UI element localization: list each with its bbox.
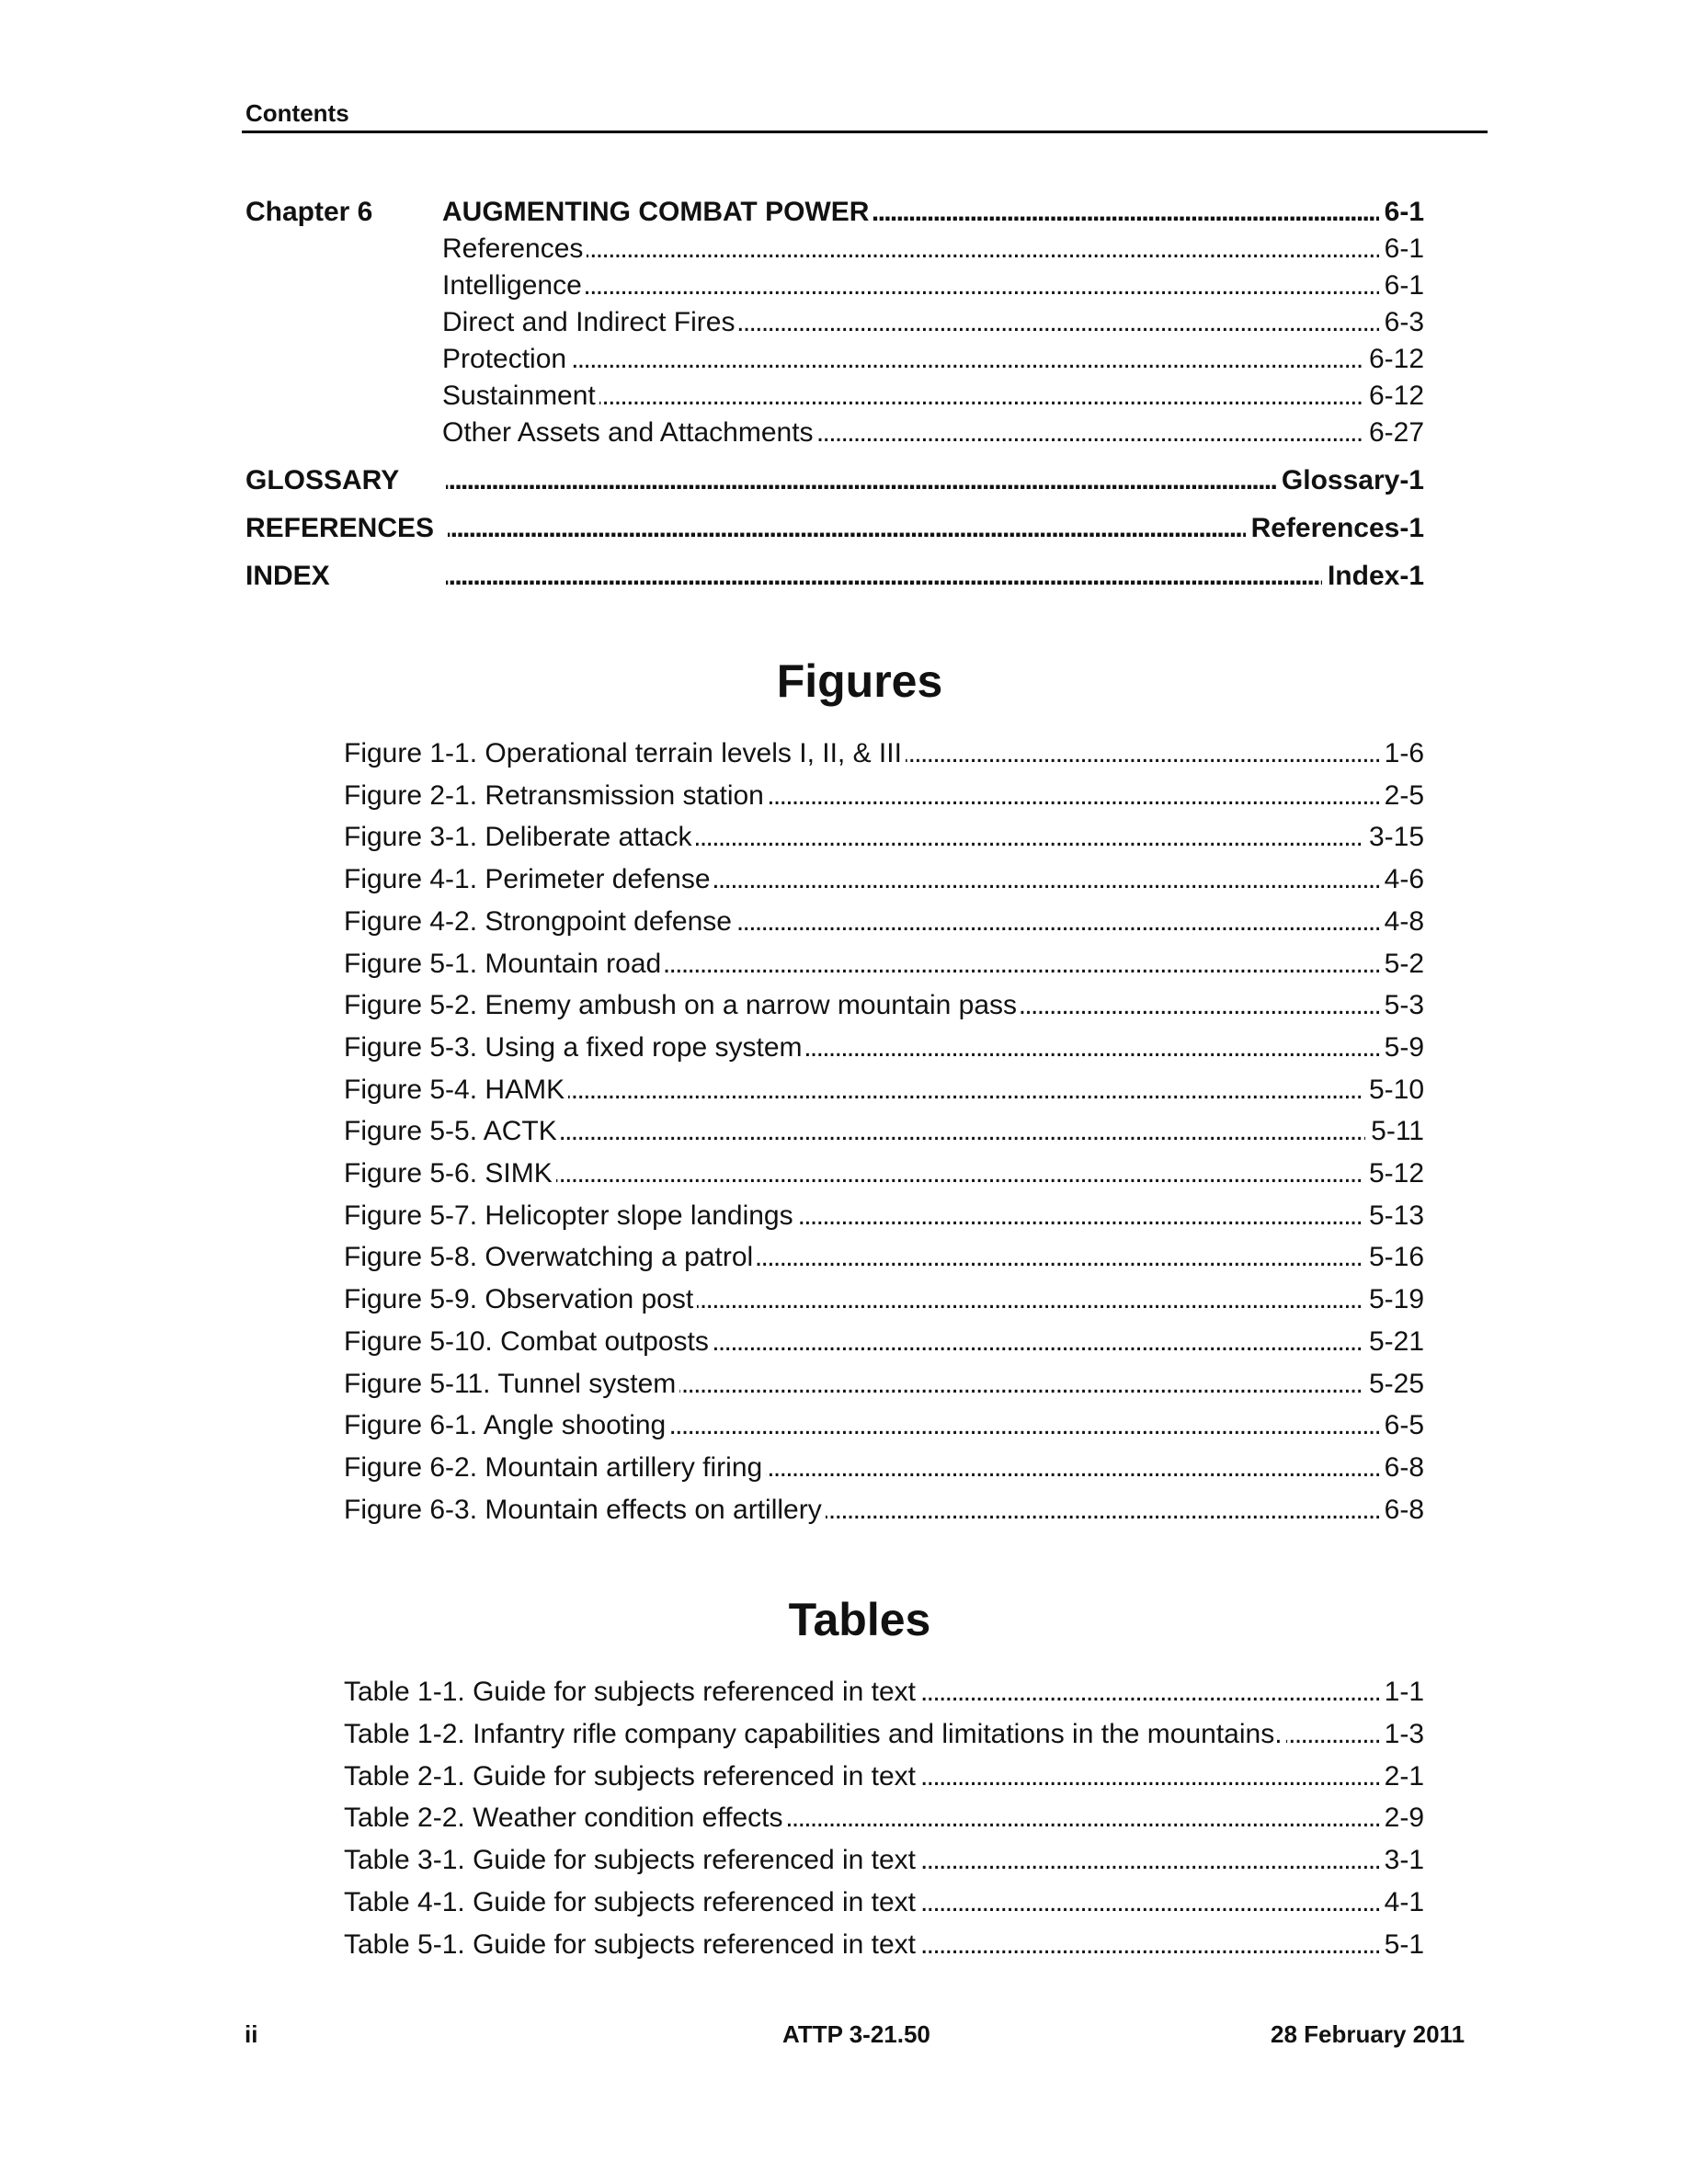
table-entry-page: 1-1 (1379, 1676, 1424, 1709)
figure-entry-label: Figure 6-2. Mountain artillery firing (344, 1452, 766, 1483)
table-entry-label: Table 3-1. Guide for subjects referenced in text (344, 1845, 919, 1875)
figure-entry[interactable] (344, 1409, 1424, 1442)
figure-entry-page: 5-11 (1365, 1115, 1424, 1148)
chapter-entry[interactable] (442, 416, 1424, 449)
figure-entry[interactable] (344, 737, 1424, 770)
figure-entry-page: 6-8 (1379, 1494, 1424, 1527)
header-rule (242, 131, 1488, 133)
figure-entry-label: Figure 5-9. Observation post (344, 1284, 697, 1314)
figure-entry-label: Figure 5-11. Tunnel system (344, 1369, 679, 1399)
chapter-entry[interactable] (442, 233, 1424, 266)
figure-entry[interactable] (344, 1283, 1424, 1316)
figure-entry-label: Figure 5-8. Overwatching a patrol (344, 1242, 757, 1272)
figure-entry[interactable] (344, 779, 1424, 813)
figure-entry-page: 5-9 (1379, 1031, 1424, 1064)
figure-entry[interactable] (344, 989, 1424, 1022)
chapter-entry-label: Other Assets and Attachments (442, 417, 817, 448)
footer-date: 28 February 2011 (1271, 2020, 1466, 2048)
table-entry-page: 5-1 (1379, 1928, 1424, 1962)
chapter-title-entry[interactable] (442, 196, 1424, 229)
chapter-entry-label: Direct and Indirect Fires (442, 307, 738, 337)
figure-entry-page: 2-5 (1379, 779, 1424, 813)
figure-entry-label: Figure 6-1. Angle shooting (344, 1410, 669, 1440)
figure-entry-page: 6-8 (1379, 1451, 1424, 1484)
chapter-entry-page: 6-12 (1363, 380, 1424, 413)
footer-page-number: ii (245, 2020, 258, 2048)
figure-entry-page: 5-10 (1363, 1074, 1424, 1107)
figure-entry-page: 4-6 (1379, 863, 1424, 896)
figure-entry[interactable] (344, 1157, 1424, 1190)
table-entry-label: Table 1-2. Infantry rifle company capabilities and limitations in the mountains. (344, 1719, 1286, 1749)
figure-entry-label: Figure 5-5. ACTK (344, 1116, 561, 1146)
chapter-entry-label: Sustainment (442, 381, 599, 411)
table-entry-label: Table 2-1. Guide for subjects referenced in text (344, 1761, 919, 1792)
chapter-entry-label: Protection (442, 344, 570, 374)
chapter-entry-label: Intelligence (442, 270, 586, 301)
table-entry[interactable] (344, 1676, 1424, 1709)
table-entry[interactable] (344, 1760, 1424, 1793)
figure-entry-page: 6-5 (1379, 1409, 1424, 1442)
chapter-entry[interactable] (442, 269, 1424, 302)
figure-entry-page: 5-12 (1363, 1157, 1424, 1190)
figure-entry-page: 5-19 (1363, 1283, 1424, 1316)
table-entry-page: 2-1 (1379, 1760, 1424, 1793)
chapter-title: AUGMENTING COMBAT POWER (442, 197, 873, 227)
back-matter-page: Glossary-1 (1276, 464, 1424, 497)
table-entry-page: 3-1 (1379, 1844, 1424, 1877)
figure-entry-label: Figure 5-10. Combat outposts (344, 1326, 713, 1357)
back-matter-label: GLOSSARY (245, 465, 400, 495)
figure-entry-label: Figure 1-1. Operational terrain levels I, II, & III (344, 738, 906, 768)
figure-entry[interactable] (344, 1325, 1424, 1359)
chapter-entry[interactable] (442, 343, 1424, 376)
figure-entry-page: 5-21 (1363, 1325, 1424, 1359)
table-entry[interactable] (344, 1886, 1424, 1919)
chapter-entry-page: 6-12 (1363, 343, 1424, 376)
figure-entry-page: 5-16 (1363, 1241, 1424, 1274)
figure-entry-page: 3-15 (1363, 821, 1424, 854)
table-entry-page: 4-1 (1379, 1886, 1424, 1919)
chapter-entry-page: 6-1 (1379, 233, 1424, 266)
figure-entry-page: 4-8 (1379, 905, 1424, 938)
table-entry[interactable] (344, 1802, 1424, 1835)
tables-heading: Tables (788, 1594, 931, 1645)
footer-doc-id: ATTP 3-21.50 (782, 2020, 930, 2048)
chapter-entry-label: References (442, 233, 587, 264)
table-entry[interactable] (344, 1718, 1424, 1751)
table-entry-label: Table 1-1. Guide for subjects referenced in text (344, 1677, 919, 1707)
figure-entry-label: Figure 3-1. Deliberate attack (344, 822, 696, 852)
back-matter-page: Index-1 (1322, 560, 1424, 593)
table-entry-label: Table 5-1. Guide for subjects referenced in text (344, 1929, 919, 1960)
figure-entry[interactable] (344, 1115, 1424, 1148)
figure-entry[interactable] (344, 1241, 1424, 1274)
back-matter-page: References-1 (1246, 512, 1424, 545)
figure-entry-label: Figure 5-4. HAMK (344, 1075, 568, 1105)
back-matter-entry[interactable] (444, 512, 1424, 545)
chapter-entry-page: 6-3 (1379, 306, 1424, 339)
back-matter-entry[interactable] (442, 560, 1424, 593)
figure-entry[interactable] (344, 863, 1424, 896)
figure-entry-page: 5-13 (1363, 1200, 1424, 1233)
table-entry-label: Table 2-2. Weather condition effects (344, 1803, 787, 1833)
chapter-title-page: 6-1 (1379, 196, 1424, 229)
table-entry[interactable] (344, 1928, 1424, 1962)
figure-entry-label: Figure 5-1. Mountain road (344, 949, 665, 979)
figure-entry-label: Figure 4-2. Strongpoint defense (344, 906, 736, 937)
figure-entry[interactable] (344, 948, 1424, 981)
chapter-entry[interactable] (442, 306, 1424, 339)
figure-entry-page: 1-6 (1379, 737, 1424, 770)
figure-entry-page: 5-25 (1363, 1368, 1424, 1401)
table-entry-page: 2-9 (1379, 1802, 1424, 1835)
figure-entry-label: Figure 4-1. Perimeter defense (344, 864, 714, 894)
chapter-entry-page: 6-27 (1363, 416, 1424, 449)
chapter-entry-page: 6-1 (1379, 269, 1424, 302)
figure-entry[interactable] (344, 1494, 1424, 1527)
back-matter-entry[interactable] (442, 464, 1424, 497)
figure-entry[interactable] (344, 1031, 1424, 1064)
back-matter-label: INDEX (245, 561, 330, 591)
table-entry-label: Table 4-1. Guide for subjects referenced in text (344, 1887, 919, 1917)
figure-entry-page: 5-3 (1379, 989, 1424, 1022)
figure-entry[interactable] (344, 1074, 1424, 1107)
figures-heading: Figures (776, 655, 943, 707)
figure-entry-label: Figure 5-3. Using a fixed rope system (344, 1032, 806, 1063)
chapter-entry[interactable] (442, 380, 1424, 413)
figure-entry[interactable] (344, 821, 1424, 854)
table-entry[interactable] (344, 1844, 1424, 1877)
figure-entry-label: Figure 5-7. Helicopter slope landings (344, 1200, 797, 1231)
figure-entry[interactable] (344, 905, 1424, 938)
back-matter-label: REFERENCES (245, 513, 435, 543)
figure-entry-label: Figure 2-1. Retransmission station (344, 780, 768, 811)
figure-entry-label: Figure 5-6. SIMK (344, 1158, 556, 1189)
chapter-label: Chapter 6 (245, 197, 373, 227)
figure-entry-label: Figure 5-2. Enemy ambush on a narrow mountain pass (344, 990, 1021, 1020)
figure-entry-label: Figure 6-3. Mountain effects on artillery (344, 1495, 826, 1525)
figure-entry[interactable] (344, 1368, 1424, 1401)
figure-entry[interactable] (344, 1451, 1424, 1484)
table-entry-page: 1-3 (1379, 1718, 1424, 1751)
figure-entry-page: 5-2 (1379, 948, 1424, 981)
running-header: Contents (245, 99, 349, 127)
figure-entry[interactable] (344, 1200, 1424, 1233)
